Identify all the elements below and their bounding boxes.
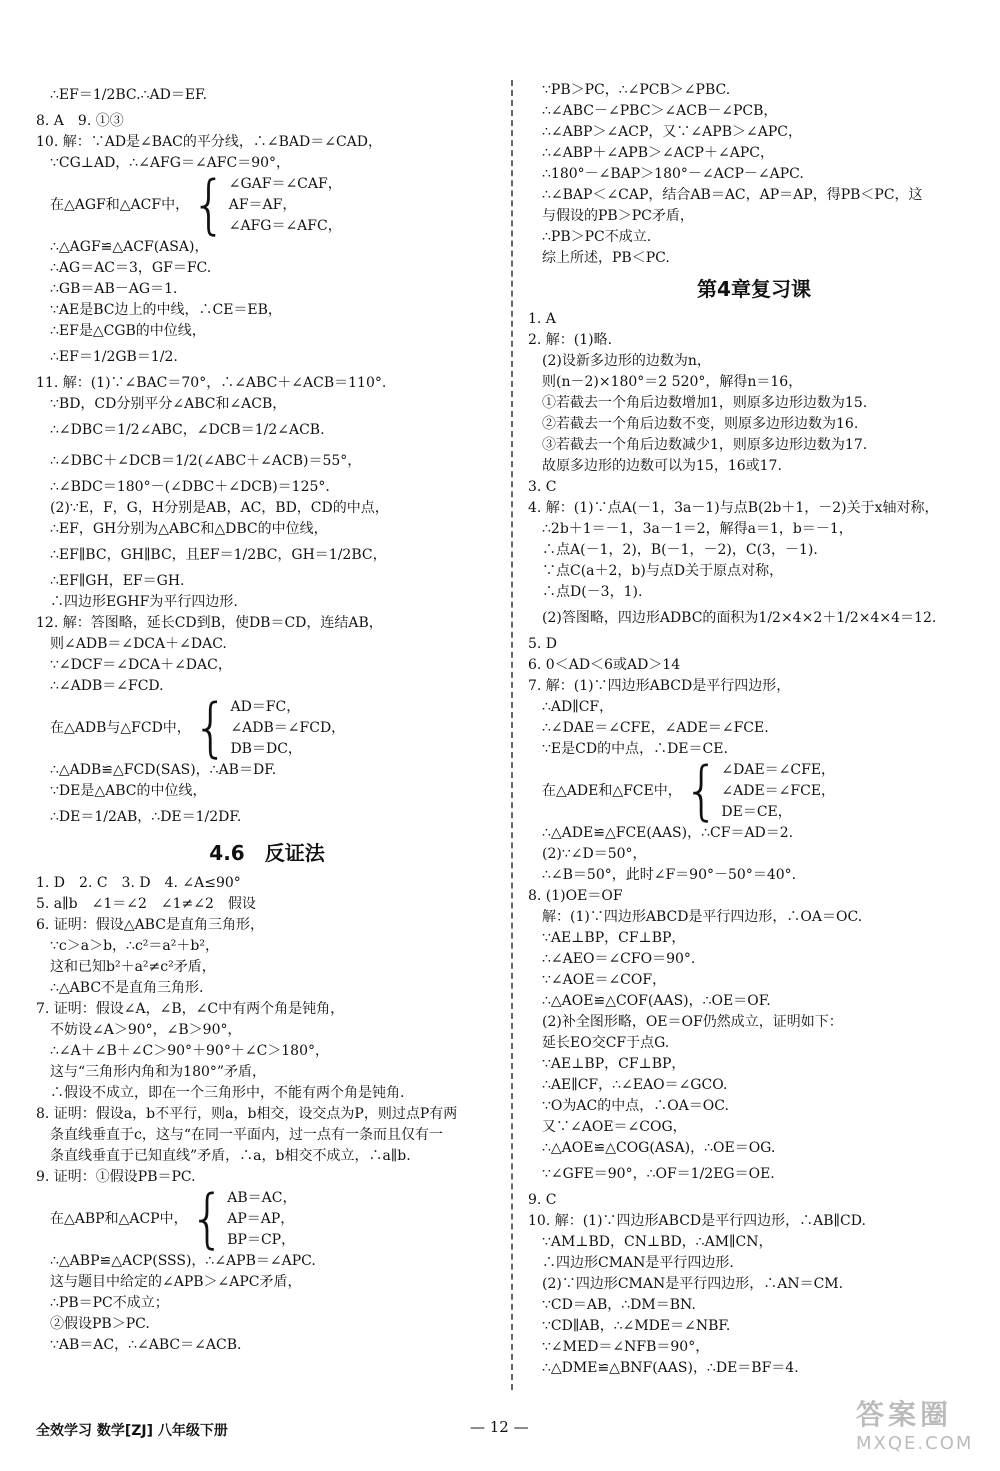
watermark-url: MXQE.COM <box>856 1433 974 1454</box>
answer-line: 10. 解：∵AD是∠BAC的平分线，∴∠BAD＝∠CAD， <box>36 134 383 150</box>
system-row: DB＝DC， <box>230 741 302 757</box>
answer-line: ∴∠ABP＋∠APB＞∠ACP＋∠APC， <box>542 145 774 161</box>
answer-line: ∵CG⊥AD，∴∠AFG＝∠AFC＝90°， <box>50 155 291 171</box>
answer-line: ∵∠DCF＝∠DCA＋∠DAC， <box>50 657 232 673</box>
answer-line: ∴2b＋1＝－1，3a－1＝2，解得a＝1，b＝－1， <box>542 521 853 537</box>
answer-line: ∵DE是△ABC的中位线， <box>50 783 207 799</box>
answer-line: ∴△DME≌△BNF(AAS)，∴DE＝BF＝4. <box>542 1360 799 1376</box>
answer-line: ∴∠ABC－∠PBC＞∠ACB－∠PCB， <box>542 103 778 119</box>
answer-line: ∴EF，GH分别为△ABC和△DBC的中位线， <box>50 521 328 537</box>
answer-line: ∴EF∥GH，EF＝GH. <box>50 573 185 589</box>
answer-line: ∴点A(－1，2)，B(－1，－2)，C(3，－1). <box>542 542 818 558</box>
answer-line: ∴△ABP≌△ACP(SSS)，∴∠APB＝∠APC. <box>50 1253 316 1269</box>
answer-line: 1. D 2. C 3. D 4. ∠A≤90° <box>36 875 241 891</box>
answer-line: ∵AE⊥BP，CF⊥BP， <box>542 930 686 946</box>
section-heading: 第4章复习课 <box>697 277 811 301</box>
answer-line: ∴DE＝1/2AB，∴DE＝1/2DF. <box>50 809 242 825</box>
system-row: AB＝AC， <box>227 1190 297 1206</box>
answer-line: 故原多边形的边数可以为15，16或17. <box>542 458 782 474</box>
answer-line: (2)设新多边形的边数为n， <box>542 353 711 369</box>
equation-system <box>36 1181 498 1257</box>
answer-line: ∴AG＝AC＝3，GF＝FC. <box>50 260 212 276</box>
system-row: AP＝AP， <box>227 1211 295 1227</box>
answer-line: ∴△ADB≌△FCD(SAS)，∴AB＝DF. <box>50 762 277 778</box>
answer-line: 1. A <box>528 311 556 327</box>
answer-line: 条直线垂直于c，这与“在同一平面内，过一点有一条而且仅有一 <box>50 1127 443 1143</box>
answer-line: ∵AM⊥BD，CN⊥BD，∴AM∥CN， <box>542 1234 773 1250</box>
answer-line: ∴GB＝AB－AG＝1. <box>50 281 178 297</box>
equation-system <box>36 167 498 243</box>
answer-line: ∵AB＝AC，∴∠ABC＝∠ACB. <box>50 1337 242 1353</box>
answer-line: ∴假设不成立，即在一个三角形中，不能有两个角是钝角. <box>50 1085 405 1101</box>
system-row: AF＝AF， <box>228 197 297 213</box>
answer-line: 12. 解：答图略，延长CD到B，使DB＝CD，连结AB， <box>36 615 383 631</box>
answer-line: ∴∠DAE＝∠CFE，∠ADE＝∠FCE. <box>542 720 769 736</box>
system-row: ∠GAF＝∠CAF， <box>228 176 342 192</box>
answer-line: 10. 解：(1)∵四边形ABCD是平行四边形，∴AB∥CD. <box>528 1213 866 1229</box>
answer-line: 又∵∠AOE＝∠COG， <box>542 1119 687 1135</box>
watermark-logo <box>856 1393 986 1463</box>
right-column <box>528 80 980 1379</box>
answer-line: ∵CD∥AB，∴∠MDE＝∠NBF. <box>542 1318 731 1334</box>
brace-symbol: { <box>683 753 720 829</box>
answer-line: 这与题目中给定的∠APB＞∠APC矛盾， <box>50 1274 302 1290</box>
answer-line: 8. 证明：假设a，b不平行，则a，b相交，设交点为P，则过点P有两 <box>36 1106 458 1122</box>
answer-line: ∴∠DBC＝1/2∠ABC，∠DCB＝1/2∠ACB. <box>50 422 325 438</box>
answer-line: 7. 证明：假设∠A，∠B，∠C中有两个角是钝角， <box>36 1001 345 1017</box>
brace-symbol: { <box>191 167 227 243</box>
system-lead: 在△ADB与△FCD中， <box>50 720 191 736</box>
answer-line: ∴点D(－3，1). <box>542 584 643 600</box>
equation-system <box>36 690 498 766</box>
answer-line: ∵CD＝AB，∴DM＝BN. <box>542 1297 696 1313</box>
system-lead: 在△ADE和△FCE中， <box>542 783 682 799</box>
answer-line: 这与“三角形内角和为180°”矛盾， <box>50 1064 267 1080</box>
answer-line: ∵PB＞PC，∴∠PCB＞∠PBC. <box>542 82 731 98</box>
answer-line: ∴EF＝1/2GB＝1/2. <box>50 349 178 365</box>
answer-line: 6. 0＜AD＜6或AD＞14 <box>528 657 681 673</box>
system-row: ∠ADE＝∠FCE， <box>721 783 836 799</box>
section-heading: 4.6 反证法 <box>209 841 325 865</box>
answer-line: 4. 解：(1)∵点A(－1，3a－1)与点B(2b＋1，－2)关于x轴对称， <box>528 500 939 516</box>
answer-line: ∵c＞a＞b，∴c²＝a²＋b²， <box>50 938 219 954</box>
answer-line: (2)∵四边形CMAN是平行四边形，∴AN＝CM. <box>542 1276 844 1292</box>
column-divider <box>511 80 513 1390</box>
page-number: — 12 — <box>470 1418 529 1436</box>
answer-line: ∴∠BAP＜∠CAP，结合AB＝AC，AP＝AP，得PB＜PC，这 <box>542 187 923 203</box>
answer-line: 7. 解：(1)∵四边形ABCD是平行四边形， <box>528 678 791 694</box>
answer-line: ∴EF∥BC，GH∥BC，且EF＝1/2BC，GH＝1/2BC， <box>50 547 387 563</box>
system-row: ∠ADB＝∠FCD， <box>230 720 346 736</box>
answer-line: ∴PB＝PC不成立； <box>50 1295 169 1311</box>
answer-line: ③若截去一个角后边数减少1，则原多边形边数为17. <box>542 437 868 453</box>
system-lead: 在△AGF和△ACF中， <box>50 197 190 213</box>
answer-line: (2)∵∠D＝50°， <box>542 846 647 862</box>
answer-line: ∵BD，CD分别平分∠ABC和∠ACB， <box>50 396 287 412</box>
answer-line: ∴EF是△CGB的中位线， <box>50 323 206 339</box>
answer-line: 解：(1)∵四边形ABCD是平行四边形，∴OA＝OC. <box>542 909 863 925</box>
answer-line: ∴EF＝1/2BC.∴AD＝EF. <box>50 87 208 103</box>
answer-line: ∴△ADE≌△FCE(AAS)，∴CF＝AD＝2. <box>542 825 794 841</box>
answer-line: 2. 解：(1)略. <box>528 332 613 348</box>
answer-line: ∴四边形EGHF为平行四边形. <box>50 594 238 610</box>
answer-line: ∵E是CD的中点，∴DE＝CE. <box>542 741 728 757</box>
answer-line: ②若截去一个角后边数不变，则原多边形边数为16. <box>542 416 859 432</box>
answer-line: 不妨设∠A＞90°，∠B＞90°， <box>50 1022 242 1038</box>
answer-line: 11. 解：(1)∵∠BAC＝70°，∴∠ABC＋∠ACB＝110°. <box>36 375 387 391</box>
answer-line: ∵点C(a＋2，b)与点D关于原点对称， <box>542 563 784 579</box>
system-row: ∠AFG＝∠AFC， <box>228 218 342 234</box>
system-row: AD＝FC， <box>230 699 301 715</box>
answer-line: 6. 证明：假设△ABC是直角三角形， <box>36 917 264 933</box>
answer-line: ∴∠A＋∠B＋∠C＞90°＋90°＋∠C＞180°， <box>50 1043 330 1059</box>
answer-line: ∴AE∥CF，∴∠EAO＝∠GCO. <box>542 1077 728 1093</box>
answer-line: 9. C <box>528 1192 557 1208</box>
system-row: DE＝CE， <box>721 804 792 820</box>
answer-line: ∴△AGF≌△ACF(ASA)， <box>50 239 209 255</box>
system-row: ∠DAE＝∠CFE， <box>721 762 836 778</box>
answer-line: 延长EO交CF于点G. <box>542 1035 670 1051</box>
answer-line: ∴PB＞PC不成立. <box>542 229 652 245</box>
answer-line: (2)补全图形略，OE＝OF仍然成立，证明如下： <box>542 1014 843 1030</box>
answer-line: ∵AE⊥BP，CF⊥BP， <box>542 1056 686 1072</box>
answer-line: ∴△ABC不是直角三角形. <box>50 980 204 996</box>
answer-line: ∴∠ADB＝∠FCD. <box>50 678 164 694</box>
book-footer: 全效学习 数学[ZJ] 八年级下册 <box>36 1423 228 1439</box>
answer-line: ∴∠AEO＝∠CFO＝90°. <box>542 951 696 967</box>
answer-line: 则(n－2)×180°＝2 520°，解得n＝16， <box>542 374 803 390</box>
answer-line: ∴△AOE≌△COF(AAS)，∴OE＝OF. <box>542 993 771 1009</box>
answer-line: ∵O为AC的中点，∴OA＝OC. <box>542 1098 729 1114</box>
answer-line: ∴AD∥CF， <box>542 699 614 715</box>
answer-line: 9. 证明：①假设PB＝PC. <box>36 1169 196 1185</box>
answer-line: 5. D <box>528 636 558 652</box>
answer-line: ∴△AOE≌△COG(ASA)，∴OE＝OG. <box>542 1140 776 1156</box>
answer-line: 3. C <box>528 479 557 495</box>
answer-line: ∵∠MED＝∠NFB＝90°， <box>542 1339 710 1355</box>
answer-line: 综上所述，PB＜PC. <box>542 250 670 266</box>
answer-line: (2)∵E，F，G，H分别是AB，AC，BD，CD的中点， <box>50 500 389 516</box>
watermark-logo-text: 答案圈 <box>856 1398 953 1431</box>
answer-line: 条直线垂直于已知直线”矛盾，∴a，b相交不成立，∴a∥b. <box>50 1148 411 1164</box>
answer-line: ∵∠AOE＝∠COF， <box>542 972 667 988</box>
answer-line: 8. A 9. ①③ <box>36 113 124 129</box>
system-row: BP＝CP， <box>227 1232 296 1248</box>
left-column <box>36 80 498 1356</box>
answer-line: ②假设PB＞PC. <box>50 1316 150 1332</box>
answer-line: ∵AE是BC边上的中线，∴CE＝EB， <box>50 302 282 318</box>
system-lead: 在△ABP和△ACP中， <box>50 1211 188 1227</box>
answer-line: ∴∠DBC＋∠DCB＝1/2(∠ABC＋∠ACB)＝55°， <box>50 453 362 469</box>
answer-line: ①若截去一个角后边数增加1，则原多边形边数为15. <box>542 395 868 411</box>
answer-line: ∴∠ABP＞∠ACP，又∵∠APB＞∠APC， <box>542 124 802 140</box>
brace-symbol: { <box>189 1181 226 1257</box>
answer-line: 8. (1)OE＝OF <box>528 888 623 904</box>
answer-line: ∴四边形CMAN是平行四边形. <box>542 1255 734 1271</box>
answer-line: 这和已知b²＋a²≠c²矛盾， <box>50 959 216 975</box>
answer-line: 则∠ADB＝∠DCA＋∠DAC. <box>50 636 227 652</box>
answer-line: 与假设的PB＞PC矛盾， <box>542 208 694 224</box>
answer-line: ∴∠BDC＝180°－(∠DBC＋∠DCB)＝125°. <box>50 479 330 495</box>
answer-line: ∴∠B＝50°，此时∠F＝90°－50°＝40°. <box>542 867 797 883</box>
answer-line: ∵∠GFE＝90°，∴OF＝1/2EG＝OE. <box>542 1166 775 1182</box>
answer-line: 5. a∥b ∠1＝∠2 ∠1≠∠2 假设 <box>36 896 256 912</box>
answer-line: ∴180°－∠BAP＞180°－∠ACP－∠APC. <box>542 166 804 182</box>
answer-line: (2)答图略，四边形ADBC的面积为1/2×4×2＋1/2×4×4＝12. <box>542 610 937 626</box>
equation-system <box>528 753 980 829</box>
brace-symbol: { <box>192 690 229 766</box>
